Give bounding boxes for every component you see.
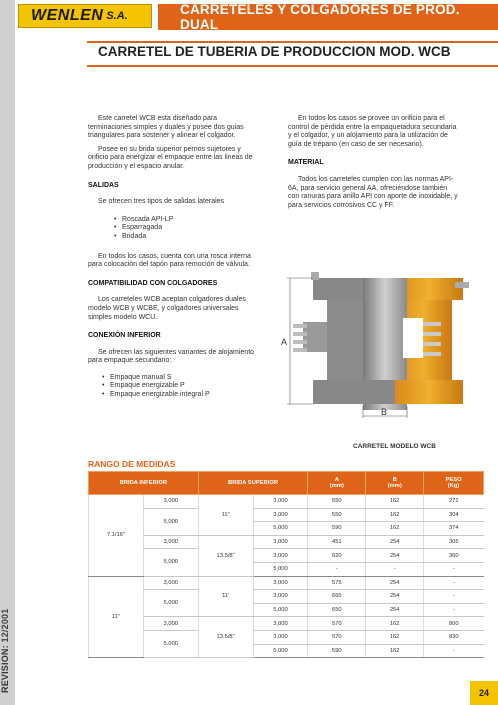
section-header xyxy=(158,4,498,30)
cell-bs-size: 13.5/8" xyxy=(198,617,253,658)
cell-bi-pressure: 3,000 xyxy=(143,535,198,549)
list-item: • Esparragada xyxy=(122,224,258,233)
table-row xyxy=(89,630,484,644)
cell-bi-pressure: 5,000 xyxy=(143,508,198,535)
intro-paragraph-2: Posee en su brida superior pernos sujetores y orificio para energizar el empaque entre las lineas de producción y el espacio anular. xyxy=(88,145,253,170)
cell-bs-pressure: 3,000 xyxy=(253,495,308,509)
cell-bi-pressure: 5,000 xyxy=(143,630,198,657)
cell-b: 254 xyxy=(366,590,424,604)
cell-b: 162 xyxy=(366,617,424,631)
left-text-column xyxy=(88,115,258,406)
table-row xyxy=(89,535,484,549)
compat-text: Los carreteles WCB aceptan colgadores duales modelo WCB y WCBE, y colgadores universales simples modelo WCU. xyxy=(88,296,246,321)
cell-b: 162 xyxy=(366,508,424,522)
salidas-heading: SALIDAS xyxy=(88,181,119,189)
cell-peso: 305 xyxy=(424,535,484,549)
table-body xyxy=(89,495,484,658)
cell-peso: - xyxy=(424,576,484,590)
cell-bi-pressure: 5,000 xyxy=(143,549,198,576)
left-margin-stripe xyxy=(0,0,15,705)
cell-bs-pressure: 5,000 xyxy=(253,603,308,617)
cell-a: 665 xyxy=(308,590,366,604)
header-brida-superior: BRIDA SUPERIOR xyxy=(198,472,308,495)
cell-peso: - xyxy=(424,603,484,617)
section-title: CARRETELES Y COLGADORES DE PROD. DUAL xyxy=(180,2,460,32)
cell-b: 254 xyxy=(366,549,424,563)
cell-bs-pressure: 5,000 xyxy=(253,562,308,576)
spec-table xyxy=(88,471,484,658)
cell-bs-pressure: 3,000 xyxy=(253,549,308,563)
table-row xyxy=(89,495,484,509)
cell-bs-pressure: 5,000 xyxy=(253,522,308,536)
cell-b: 254 xyxy=(366,535,424,549)
list-item: • Bridada xyxy=(122,233,258,242)
cell-bs-pressure: 3,000 xyxy=(253,508,308,522)
cell-bi-size: 11" xyxy=(89,576,144,658)
right-text-column xyxy=(288,115,458,215)
brand-logo xyxy=(18,4,152,28)
cell-a: 570 xyxy=(308,630,366,644)
cell-peso: - xyxy=(424,590,484,604)
cell-peso: - xyxy=(424,644,484,658)
material-heading: MATERIAL xyxy=(288,159,324,167)
cell-bs-pressure: 3,000 xyxy=(253,630,308,644)
page-title: CARRETEL DE TUBERIA DE PRODUCCION MOD. WCB xyxy=(98,44,451,59)
cell-bs-size: 11" xyxy=(198,495,253,536)
cell-bs-pressure: 3,000 xyxy=(253,617,308,631)
cell-peso: 304 xyxy=(424,508,484,522)
cell-peso: 360 xyxy=(424,549,484,563)
table-row xyxy=(89,549,484,563)
cell-bi-pressure: 3,000 xyxy=(143,495,198,509)
table-row xyxy=(89,508,484,522)
table-row xyxy=(89,617,484,631)
table-header-row xyxy=(89,472,484,495)
cell-bs-size: 11' xyxy=(198,576,253,617)
cell-a: 590 xyxy=(308,522,366,536)
cell-bi-pressure: 3,000 xyxy=(143,617,198,631)
cell-a: 650 xyxy=(308,603,366,617)
list-item: • Empaque energizable integral P xyxy=(110,391,258,400)
table-row xyxy=(89,590,484,604)
conexion-list xyxy=(98,374,258,400)
cell-bi-pressure: 3,000 xyxy=(143,576,198,590)
dimension-b-label: B xyxy=(381,407,388,417)
cell-a: - xyxy=(308,562,366,576)
cell-a: 451 xyxy=(308,535,366,549)
cell-a: 550 xyxy=(308,495,366,509)
header-brida-inferior: BRIDA INFERIOR xyxy=(89,472,199,495)
cell-a: 590 xyxy=(308,644,366,658)
title-rule-bottom xyxy=(87,65,498,67)
cell-peso: 272 xyxy=(424,495,484,509)
cell-b: 162 xyxy=(366,495,424,509)
intro-paragraph: Este carretel WCB esta diseñado para terminaciones simples y duales y posee dos guias triangulares para sostener y alinear el colgador. xyxy=(88,115,244,140)
cell-bs-pressure: 3,000 xyxy=(253,576,308,590)
cell-a: 620 xyxy=(308,549,366,563)
spool-drawing xyxy=(275,270,485,420)
cell-peso: 374 xyxy=(424,522,484,536)
cell-bs-size: 13.5/8" xyxy=(198,535,253,576)
title-rule-top xyxy=(87,41,498,43)
cell-b: 254 xyxy=(366,603,424,617)
conexion-text: Se ofrecen las siguientes variantes de alojamiento para empaque secundario: xyxy=(88,348,255,365)
cell-b: - xyxy=(366,562,424,576)
header-peso: PESO (Kg) xyxy=(424,472,484,495)
brand-name: WENLEN xyxy=(31,7,104,24)
cell-bi-pressure: 5,000 xyxy=(143,590,198,617)
cell-b: 162 xyxy=(366,644,424,658)
revision-label: REVISION: 12/2001 xyxy=(0,608,10,693)
cell-bi-size: 7.1/16" xyxy=(89,495,144,577)
cell-peso: - xyxy=(424,562,484,576)
cell-b: 254 xyxy=(366,576,424,590)
salidas-list xyxy=(110,216,258,242)
cell-peso: 800 xyxy=(424,617,484,631)
list-item: • Empaque energizable P xyxy=(110,382,258,391)
cell-b: 162 xyxy=(366,630,424,644)
dimension-a-label: A xyxy=(281,337,288,347)
cell-peso: 830 xyxy=(424,630,484,644)
cell-a: 550 xyxy=(308,508,366,522)
cell-bs-pressure: 3,000 xyxy=(253,535,308,549)
salidas-text: Se ofrecen tres tipos de salidas laterales xyxy=(98,198,225,206)
table-title: RANGO DE MEDIDAS xyxy=(88,459,176,469)
conexion-heading: CONEXIÓN INFERIOR xyxy=(88,332,161,340)
salidas-note: En todos los casos, cuenta con una rosca interna para colocación del tapón para remoción de válvula. xyxy=(88,252,251,269)
brand-suffix: S.A. xyxy=(106,10,128,22)
header-a: A (mm) xyxy=(308,472,366,495)
spool-body xyxy=(293,272,469,410)
header-b: B (mm) xyxy=(366,472,424,495)
cell-bs-pressure: 5,000 xyxy=(253,644,308,658)
cell-a: 575 xyxy=(308,576,366,590)
cell-a: 570 xyxy=(308,617,366,631)
material-text: Todos los carreteles cumplen con las normas API-6A, para servicio general AA, ofreciéndose también con ranuras para anillo API con aporte de inoxidable, y para servicios corrosivos CC y FF. xyxy=(288,175,458,209)
revision-date: 12/2001 xyxy=(0,608,10,643)
compat-heading: COMPATIBILIDAD CON COLGADORES xyxy=(88,279,218,287)
drawing-caption: CARRETEL MODELO WCB xyxy=(353,443,436,450)
cell-b: 162 xyxy=(366,522,424,536)
cell-bs-pressure: 3,000 xyxy=(253,590,308,604)
table-row xyxy=(89,576,484,590)
list-item: • Empaque manual S xyxy=(110,374,258,383)
page-number: 24 xyxy=(470,681,498,705)
list-item: • Roscada API-LP xyxy=(122,216,258,225)
right-intro-paragraph: En todos los casos se provee un orificio para el control de pérdida entre la empaquetadura secundaria y el colgador, y un alojamiento para la utilización de guía de trépano (en caso de ser necesario). xyxy=(288,115,457,148)
